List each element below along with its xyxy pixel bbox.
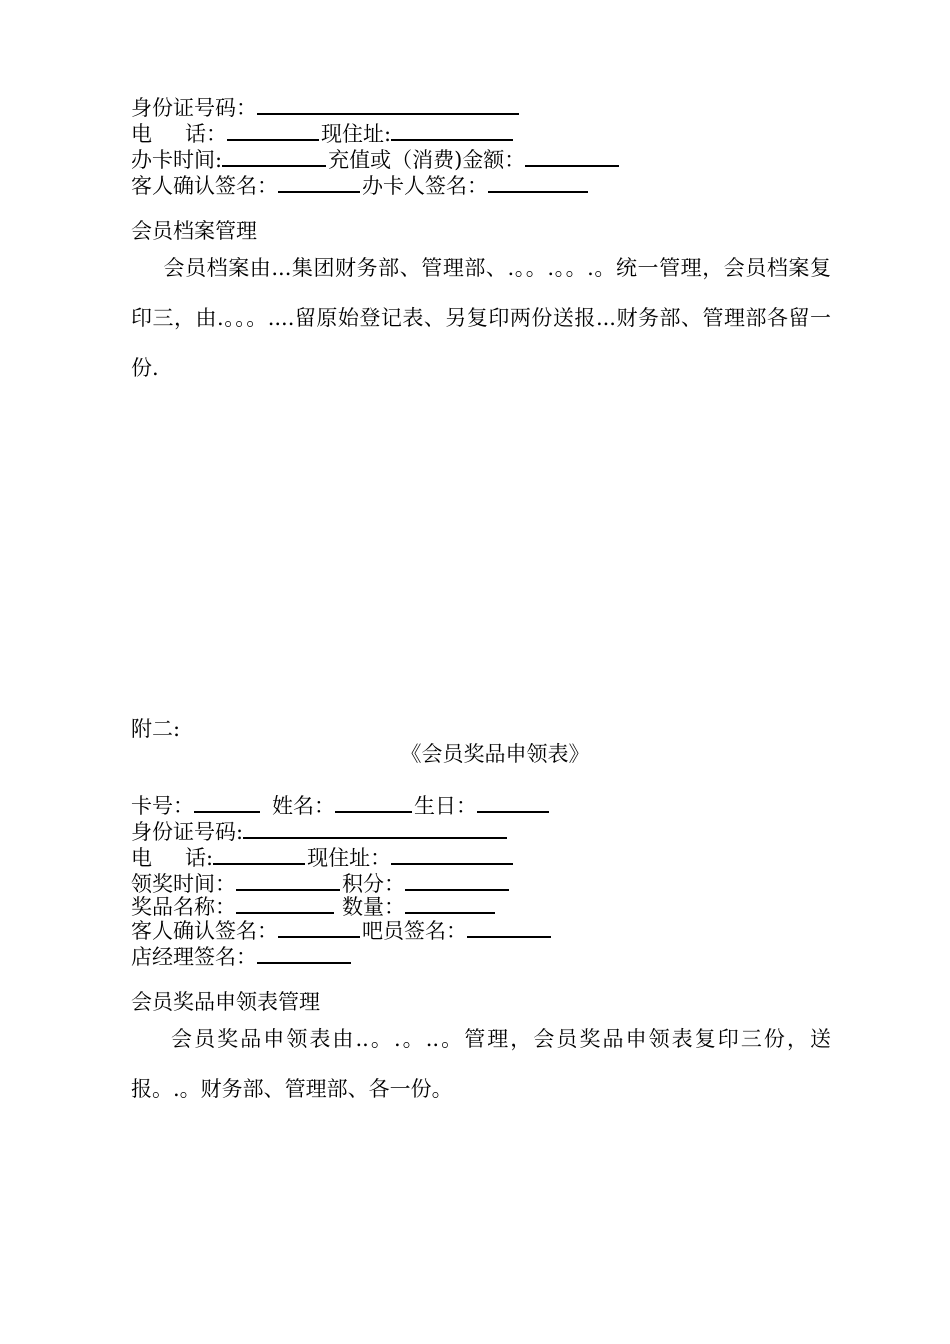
id-label: 身份证号码：: [131, 96, 257, 120]
form1-id-row: [131, 93, 521, 119]
guest-sign-blank-2[interactable]: [278, 916, 360, 938]
form2-sign-row: [131, 916, 553, 942]
manager-sign-label: 店经理签名：: [131, 945, 257, 969]
phone-blank-2[interactable]: [213, 843, 305, 865]
prize-time-blank[interactable]: [236, 869, 340, 891]
staff-sign-blank[interactable]: [467, 916, 551, 938]
name-blank[interactable]: [335, 791, 412, 813]
quantity-blank[interactable]: [405, 892, 495, 914]
birthday-blank[interactable]: [477, 791, 549, 813]
form1-time-row: [131, 145, 621, 171]
issuer-sign-label: 办卡人签名：: [362, 174, 488, 198]
form2-id-row: [131, 817, 509, 843]
phone-label-a: 电: [131, 122, 152, 146]
archive-paragraph-text: 会员档案由...集团财务部、管理部、.。。.。。.。统一管理，会员档案复印三，由.。。。....留原始登记表、另复印两份送报...财务部、管理部各留一份.: [131, 256, 831, 380]
amount-label: 充值或（消费)金额：: [328, 148, 526, 172]
appendix-label: 附二:: [131, 717, 181, 741]
card-no-blank[interactable]: [194, 791, 260, 813]
card-time-label: 办卡时间:: [131, 148, 223, 172]
address-label-2: 现住址：: [307, 846, 392, 870]
guest-sign-label-2: 客人确认签名：: [131, 919, 278, 943]
form1-phone-row: [131, 119, 515, 145]
id-label-2: 身份证号码:: [131, 820, 244, 844]
address-blank[interactable]: [391, 119, 513, 141]
phone-label-a-2: 电: [131, 846, 152, 870]
manager-sign-blank[interactable]: [257, 942, 351, 964]
issuer-sign-blank[interactable]: [488, 171, 588, 193]
archive-heading: 会员档案管理: [131, 219, 257, 243]
appendix-title: 《会员奖品申领表》: [400, 742, 590, 766]
id-blank-2[interactable]: [243, 817, 507, 839]
prize-name-blank[interactable]: [236, 892, 334, 914]
address-label: 现住址:: [321, 122, 392, 146]
prize-mgmt-paragraph: [131, 1014, 831, 1114]
phone-blank[interactable]: [227, 119, 319, 141]
form2-prize-name-row: [131, 892, 497, 918]
name-label: 姓名：: [272, 794, 335, 818]
points-label: 积分：: [342, 872, 405, 896]
prize-mgmt-heading: 会员奖品申领表管理: [131, 990, 320, 1014]
quantity-label: 数量：: [342, 895, 405, 919]
prize-time-label: 领奖时间：: [131, 872, 236, 896]
address-blank-2[interactable]: [391, 843, 513, 865]
id-blank[interactable]: [257, 93, 519, 115]
guest-sign-label: 客人确认签名：: [131, 174, 278, 198]
form2-card-row: [131, 791, 551, 817]
card-time-blank[interactable]: [222, 145, 326, 167]
prize-mgmt-paragraph-text: 会员奖品申领表由..。.。..。管理，会员奖品申领表复印三份，送报。.。财务部、管理部、各一份。: [131, 1027, 831, 1101]
staff-sign-label: 吧员签名：: [362, 919, 467, 943]
form1-sign-row: [131, 171, 590, 197]
guest-sign-blank[interactable]: [278, 171, 360, 193]
form2-manager-row: [131, 942, 353, 968]
phone-label-b: 话：: [185, 122, 227, 146]
points-blank[interactable]: [405, 869, 509, 891]
form2-phone-row: [131, 843, 515, 869]
amount-blank[interactable]: [525, 145, 619, 167]
prize-name-label: 奖品名称：: [131, 895, 236, 919]
card-no-label: 卡号：: [131, 794, 194, 818]
phone-label-b-2: 话:: [185, 846, 214, 870]
archive-paragraph: [131, 243, 831, 393]
birthday-label: 生日：: [414, 794, 477, 818]
